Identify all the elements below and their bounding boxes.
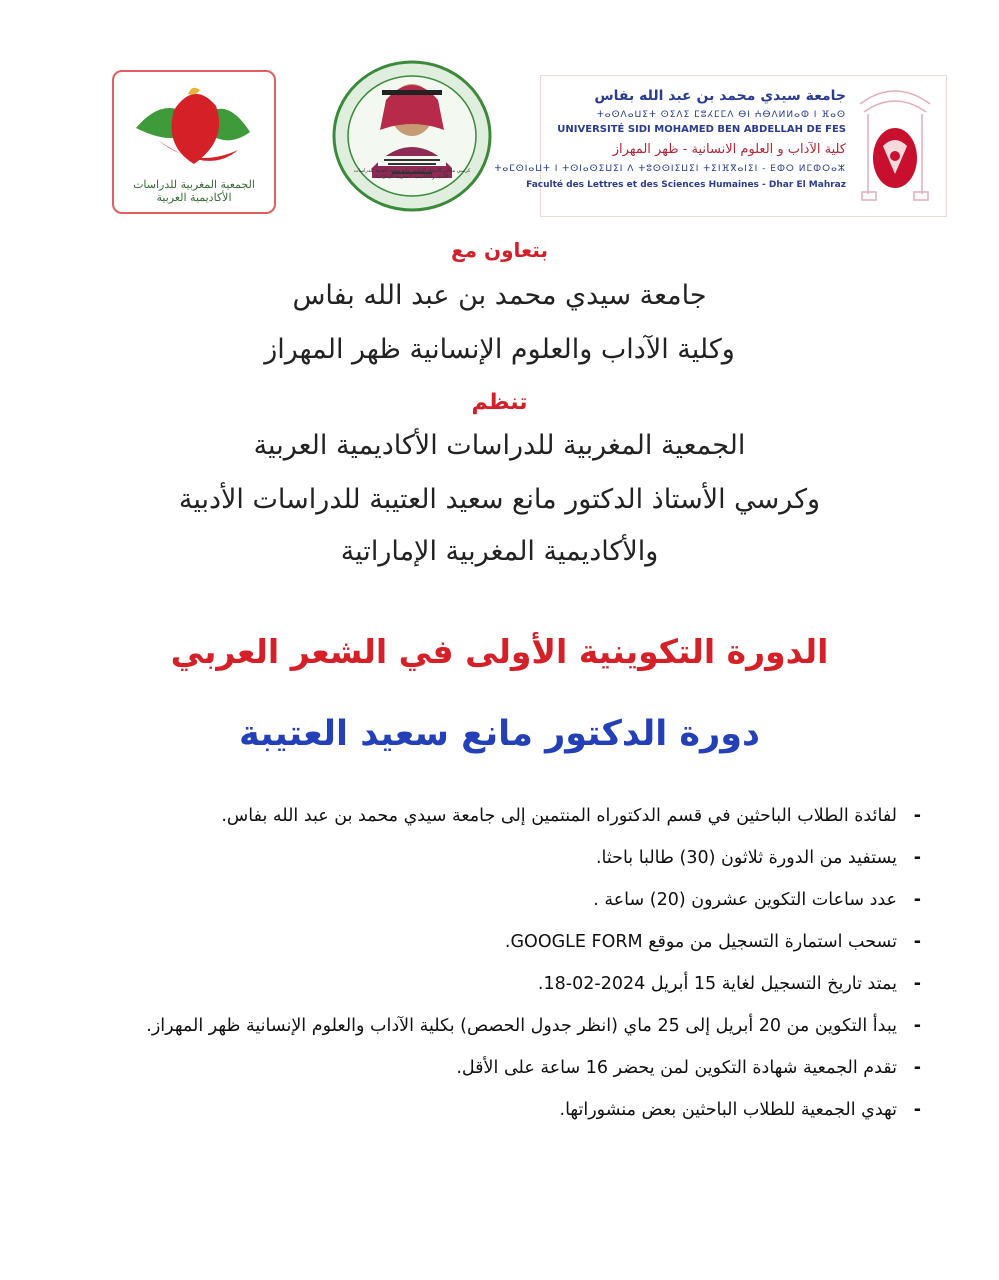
faculty-name-fr: Faculté des Lettres et des Sciences Humaines - Dhar El Mahraz xyxy=(526,180,846,190)
list-item: - يمتد تاريخ التسجيل لغاية 15 أبريل 2024-02-18. xyxy=(105,966,925,1002)
list-item: - يبدأ التكوين من 20 أبريل إلى 25 ماي (انظر جدول الحصص) بكلية الآداب والعلوم الإنسانية ظهر المهراز. xyxy=(105,1008,925,1044)
faculty-name-ar: كلية الآداب و العلوم الانسانية - ظهر المهراز xyxy=(612,142,846,157)
portrait-seal-icon xyxy=(332,60,492,212)
university-name-fr: UNIVERSITÉ SIDI MOHAMED BEN ABDELLAH DE FES xyxy=(557,124,846,135)
university-name-ar: جامعة سيدي محمد بن عبد الله بفاس xyxy=(594,88,846,104)
list-item: - لفائدة الطلاب الباحثين في قسم الدكتوراه المنتمين إلى جامعة سيدي محمد بن عبد الله بفاس. xyxy=(105,798,925,834)
faculty-name-tifinagh: ⵜⴰⵎⵙⵏⴰⵡⵜ ⵏ ⵜⵙⵏⴰⵙⵉⵡⵉⵏ ⴷ ⵜⵓⵙⵙⵏⵉⵡⵉⵏ ⵜⵉⵏⴼⴳⴰⵏⵉⵏ - ⴹⵀⵔ ⵍⵎⵀⵔⴰⵣ xyxy=(494,164,846,174)
university-line: جامعة سيدي محمد بن عبد الله بفاس xyxy=(292,280,707,311)
organizer-line-1: الجمعية المغربية للدراسات الأكاديمية العربية xyxy=(253,430,746,461)
chair-seal-logo xyxy=(332,60,492,212)
organizer-line-2: وكرسي الأستاذ الدكتور مانع سعيد العتيبة للدراسات الأدبية xyxy=(178,484,821,515)
list-item: - عدد ساعات التكوين عشرون (20) ساعة . xyxy=(105,882,925,918)
list-item: - تقدم الجمعية شهادة التكوين لمن يحضر 16 ساعة على الأقل. xyxy=(105,1050,925,1086)
list-item: - يستفيد من الدورة ثلاثون (30) طالبا باحثا. xyxy=(105,840,925,876)
course-subtitle: دورة الدكتور مانع سعيد العتيبة xyxy=(239,714,760,754)
course-main-title: الدورة التكوينية الأولى في الشعر العربي xyxy=(170,632,829,671)
list-item: - تهدي الجمعية للطلاب الباحثين بعض منشوراتها. xyxy=(105,1092,925,1128)
university-name-tifinagh: ⵜⴰⵙⴷⴰⵡⵉⵜ ⵙⵉⴷⵉ ⵎⵓⵃⵎⵎⴷ ⴱⵏ ⵄⴱⴷⵍⵍⴰⵀ ⵏ ⴼⴰⵙ xyxy=(596,110,846,120)
association-logo xyxy=(112,70,276,214)
chair-seal-ring-text: كرسي معالي الأستاذ الدكتور مانع سعيد العتيبة للدراسات الأدبية والأكاديمية المغربية الإماراتية xyxy=(353,168,471,180)
details-list xyxy=(105,798,925,1134)
organizer-line-3: والأكاديمية المغربية الإماراتية xyxy=(340,536,659,567)
in-cooperation-label: بتعاون مع xyxy=(451,238,548,262)
faculty-line: وكلية الآداب والعلوم الإنسانية ظهر المهراز xyxy=(264,334,735,365)
list-item: - تسحب استمارة التسجيل من موقع GOOGLE FORM. xyxy=(105,924,925,960)
university-logo xyxy=(494,75,947,217)
university-emblem-icon xyxy=(850,84,940,210)
association-logo-caption: الجمعية المغربية للدراسات الأكاديمية العربية xyxy=(133,178,255,204)
association-emblem-icon xyxy=(128,80,258,175)
organizes-label: تنظم xyxy=(471,390,528,415)
